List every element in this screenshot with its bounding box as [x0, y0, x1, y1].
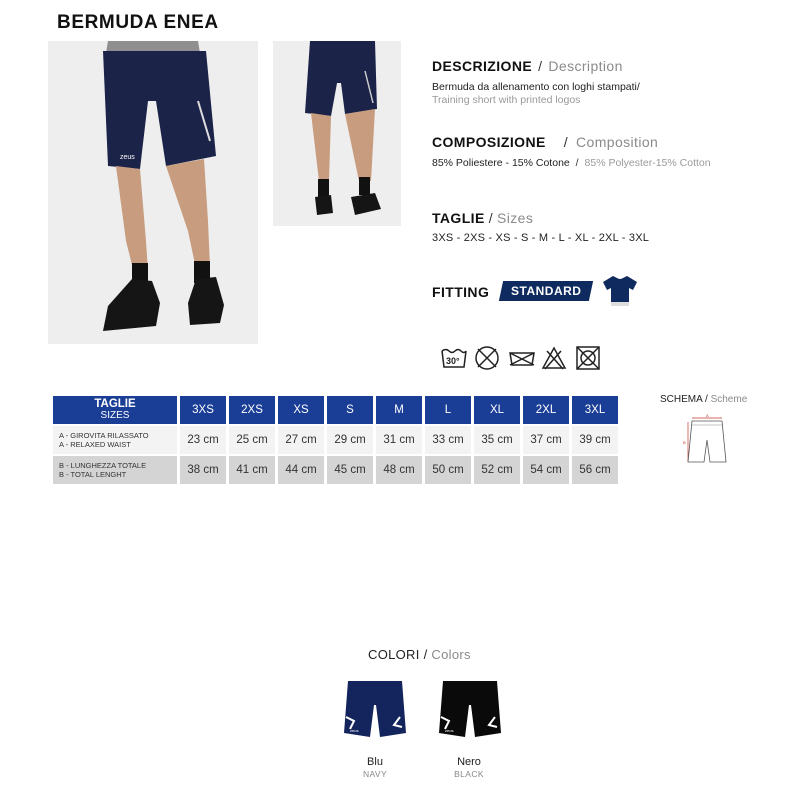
table-cell: 44 cm	[278, 456, 324, 484]
colors-heading-en: Colors	[431, 647, 471, 662]
size-column-2xs: 2XS	[229, 396, 275, 424]
description-heading: DESCRIZIONE / Description	[432, 58, 623, 74]
no-tumble-dry-icon	[507, 345, 537, 371]
color-swatch-navy	[342, 677, 408, 748]
row-label-length	[53, 456, 177, 484]
table-cell: 41 cm	[229, 456, 275, 484]
row-label-length-it: B - LUNGHEZZA TOTALE	[59, 461, 147, 470]
size-column-2xl: 2XL	[523, 396, 569, 424]
sizes-heading-it: TAGLIE	[432, 210, 485, 226]
table-cell: 31 cm	[376, 426, 422, 454]
table-row	[53, 426, 618, 454]
schema-heading-en: Scheme	[710, 394, 748, 405]
table-cell: 23 cm	[180, 426, 226, 454]
schema-mark-b: B	[683, 440, 686, 445]
composition-heading: COMPOSIZIONE / Composition	[432, 134, 659, 150]
size-column-xs: XS	[278, 396, 324, 424]
description-text-it: Bermuda da allenamento con loghi stampati/	[432, 81, 640, 93]
row-label-waist-it: A - GIROVITA RILASSATO	[59, 431, 149, 440]
color-sub-black: BLACK	[454, 769, 484, 779]
colors-heading: COLORI / Colors	[368, 647, 471, 662]
table-row	[53, 456, 618, 484]
table-cell: 39 cm	[572, 426, 618, 454]
tshirt-icon	[601, 272, 639, 315]
no-bleach-icon	[474, 345, 500, 371]
table-cell: 50 cm	[425, 456, 471, 484]
size-column-l: L	[425, 396, 471, 424]
size-column-m: M	[376, 396, 422, 424]
composition-heading-en: Composition	[576, 134, 659, 150]
schema-heading-it: SCHEMA	[660, 394, 703, 405]
table-cell: 48 cm	[376, 456, 422, 484]
product-title: BERMUDA ENEA	[57, 12, 219, 33]
table-cell: 38 cm	[180, 456, 226, 484]
description-text-en: Training short with printed logos	[432, 94, 581, 106]
wash-30-icon	[440, 345, 466, 371]
size-table-header-en: SIZES	[100, 410, 130, 421]
svg-text:zeus: zeus	[350, 728, 359, 733]
composition-text-en: 85% Polyester-15% Cotton	[584, 157, 711, 169]
table-cell: 56 cm	[572, 456, 618, 484]
size-column-3xl: 3XL	[572, 396, 618, 424]
table-cell: 45 cm	[327, 456, 373, 484]
sizes-heading: TAGLIE / Sizes	[432, 210, 534, 226]
size-column-s: S	[327, 396, 373, 424]
product-photo-front	[48, 41, 258, 344]
colors-heading-it: COLORI	[368, 647, 420, 662]
composition-text: 85% Poliestere - 15% Cotone / 85% Polyester-15% Cotton	[432, 157, 711, 169]
row-label-waist-en: A - RELAXED WAIST	[59, 440, 131, 449]
color-name-navy: Blu	[367, 756, 383, 768]
table-cell: 52 cm	[474, 456, 520, 484]
composition-text-it: 85% Poliestere - 15% Cotone	[432, 157, 570, 169]
color-name-black: Nero	[457, 756, 481, 768]
table-cell: 33 cm	[425, 426, 471, 454]
table-cell: 29 cm	[327, 426, 373, 454]
svg-text:zeus: zeus	[120, 154, 135, 161]
size-table-header-it: TAGLIE	[94, 398, 136, 410]
fitting-badge-label: STANDARD	[510, 284, 582, 298]
table-cell: 35 cm	[474, 426, 520, 454]
wash-temp-label: 30°	[446, 356, 460, 366]
product-photo-back	[273, 41, 401, 226]
composition-heading-it: COMPOSIZIONE	[432, 134, 546, 150]
row-label-length-en: B - TOTAL LENGHT	[59, 470, 127, 479]
size-column-xl: XL	[474, 396, 520, 424]
color-sub-navy: NAVY	[362, 769, 388, 779]
no-iron-icon	[541, 345, 567, 371]
sizes-heading-en: Sizes	[497, 210, 534, 226]
no-dry-clean-icon	[575, 345, 601, 371]
table-cell: 25 cm	[229, 426, 275, 454]
table-cell: 27 cm	[278, 426, 324, 454]
sizes-list: 3XS - 2XS - XS - S - M - L - XL - 2XL - 3XL	[432, 232, 650, 244]
size-table-header-label	[53, 396, 177, 424]
fitting-heading: FITTING	[432, 284, 490, 300]
shorts-schema-diagram	[682, 412, 732, 473]
size-table	[50, 394, 621, 486]
schema-heading: SCHEMA / Scheme	[660, 394, 748, 405]
size-column-3xs: 3XS	[180, 396, 226, 424]
description-heading-it: DESCRIZIONE	[432, 58, 533, 74]
fitting-badge	[499, 281, 593, 301]
schema-mark-a: A	[706, 413, 709, 418]
color-swatch-black	[437, 677, 503, 748]
row-label-waist	[53, 426, 177, 454]
svg-text:zeus: zeus	[445, 728, 454, 733]
table-cell: 37 cm	[523, 426, 569, 454]
size-table-header	[53, 396, 618, 424]
description-heading-en: Description	[548, 58, 623, 74]
table-cell: 54 cm	[523, 456, 569, 484]
